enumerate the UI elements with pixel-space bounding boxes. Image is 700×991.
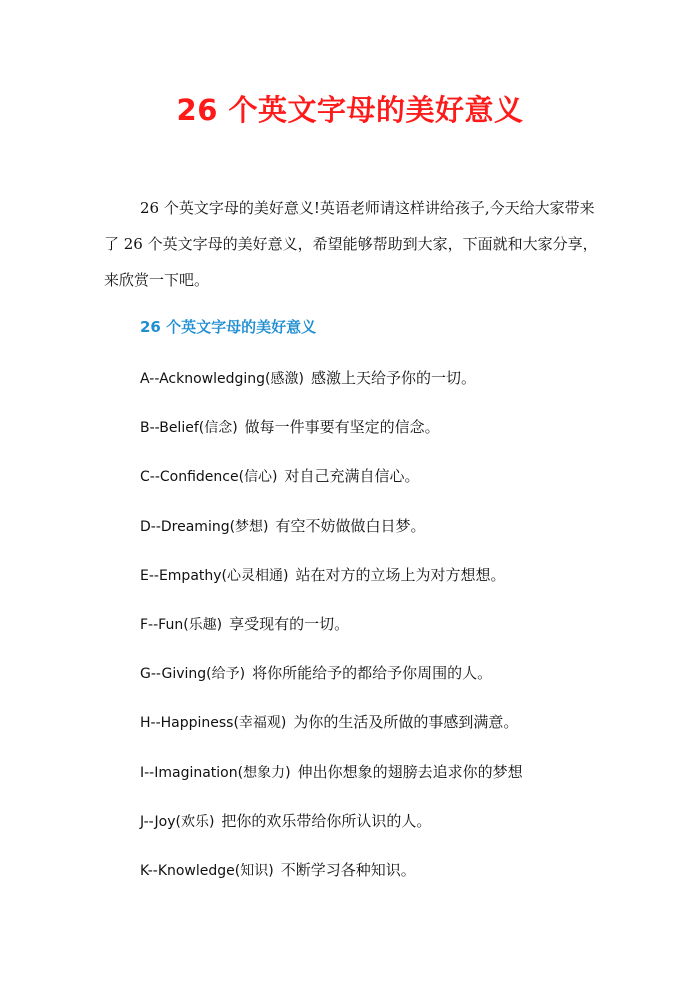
letter-item-h (140, 711, 660, 760)
letter-item-c (140, 465, 660, 514)
letter-item-e (140, 564, 660, 613)
letter-item-k (140, 859, 660, 908)
letter-meaning: 把你的欢乐带给你所认识的人。 (221, 811, 432, 830)
letter-meaning: 将你所能给予的都给予你周围的人。 (252, 664, 493, 683)
letter-item-i (140, 761, 660, 810)
letter-item-j (140, 810, 660, 859)
letter-item-d (140, 515, 660, 564)
letter-item-g (140, 662, 660, 711)
letter-meaning: 对自己充满自信心。 (284, 467, 420, 486)
letter-word: I--Imagination(想象力) (140, 764, 291, 781)
letter-meaning: 感激上天给予你的一切。 (310, 369, 476, 387)
intro-paragraph (104, 190, 599, 298)
letter-item-f (140, 613, 660, 662)
letter-meaning: 享受现有的一切。 (229, 614, 350, 633)
letter-meanings-list (140, 367, 660, 908)
letter-word: K--Knowledge(知识) (140, 862, 274, 879)
letter-word: D--Dreaming(梦想) (140, 518, 269, 535)
letter-word: B--Belief(信念) (140, 420, 238, 437)
letter-word: G--Giving(给予) (140, 666, 246, 683)
letter-meaning: 有空不妨做做白日梦。 (275, 516, 426, 535)
intro-text: 26 个英文字母的美好意义!英语老师请这样讲给孩子,今天给大家带来了 26 个英文字母的美好意义，希望能够帮助到大家，下面就和大家分享，来欣赏一下吧。 (104, 199, 598, 289)
section-heading: 26 个英文字母的美好意义 (140, 318, 317, 336)
letter-word: H--Happiness(幸福观) (140, 715, 287, 732)
letter-item-b (140, 416, 660, 465)
letter-meaning: 为你的生活及所做的事感到满意。 (293, 713, 519, 732)
letter-word: E--Empathy(心灵相通) (140, 567, 289, 584)
letter-meaning: 伸出你想象的翅膀去追求你的梦想 (297, 762, 523, 781)
page-title: 26 个英文字母的美好意义 (176, 93, 524, 127)
letter-item-a (140, 367, 660, 416)
letter-meaning: 做每一件事要有坚定的信念。 (244, 418, 440, 437)
letter-word: J--Joy(欢乐) (140, 813, 215, 830)
letter-meaning: 不断学习各种知识。 (280, 860, 416, 879)
letter-word: A--Acknowledging(感激) (140, 371, 304, 387)
letter-word: C--Confidence(信心) (140, 469, 278, 486)
letter-word: F--Fun(乐趣) (140, 616, 223, 633)
letter-meaning: 站在对方的立场上为对方想想。 (295, 565, 506, 584)
